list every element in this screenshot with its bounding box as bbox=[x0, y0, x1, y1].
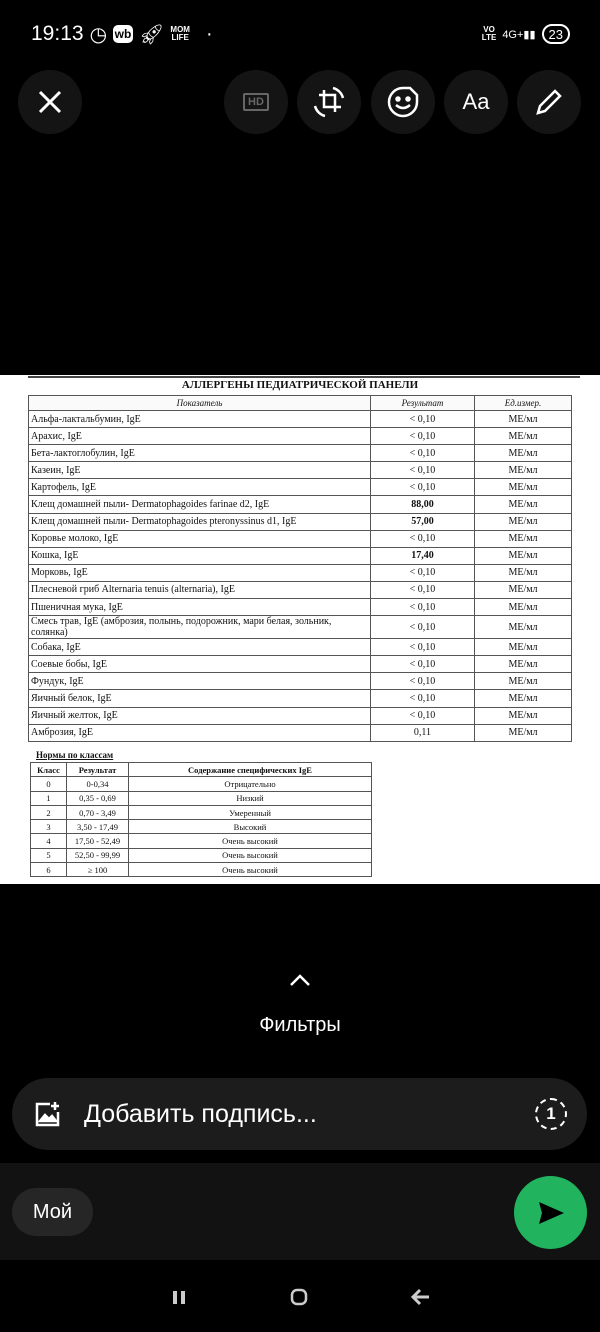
cell-name: Клещ домашней пыли- Dermatophagoides pteronyssinus d1, IgE bbox=[29, 513, 371, 530]
norms-cell: Отрицательно bbox=[129, 777, 372, 791]
column-header: Результат bbox=[371, 396, 475, 411]
table-row bbox=[29, 690, 572, 707]
recents-icon[interactable] bbox=[169, 1287, 189, 1307]
wb-app-icon: wb bbox=[114, 27, 132, 41]
table-row bbox=[29, 599, 572, 616]
sticker-button[interactable] bbox=[371, 70, 435, 134]
status-bar bbox=[31, 20, 570, 48]
cell-unit: МЕ/мл bbox=[475, 445, 572, 462]
cell-result: < 0,10 bbox=[371, 445, 475, 462]
table-row bbox=[29, 462, 572, 479]
norms-cell: Высокий bbox=[129, 820, 372, 834]
close-button[interactable] bbox=[18, 70, 82, 134]
norms-cell: 52,50 - 99,99 bbox=[67, 848, 129, 862]
cell-name: Пшеничная мука, IgE bbox=[29, 599, 371, 616]
clock: 19:13 bbox=[31, 22, 84, 45]
column-header: Содержание специфических IgE bbox=[129, 763, 372, 777]
table-row bbox=[29, 530, 572, 547]
cell-result: < 0,10 bbox=[371, 673, 475, 690]
cell-unit: МЕ/мл bbox=[475, 479, 572, 496]
navigation-bar bbox=[0, 1262, 600, 1332]
send-icon bbox=[536, 1198, 566, 1228]
cell-name: Морковь, IgE bbox=[29, 564, 371, 581]
cell-name: Клещ домашней пыли- Dermatophagoides farinae d2, IgE bbox=[29, 496, 371, 513]
cell-result: < 0,10 bbox=[371, 639, 475, 656]
rocket-icon: 🚀︎ bbox=[139, 23, 165, 46]
norms-cell: 17,50 - 52,49 bbox=[67, 834, 129, 848]
norms-row bbox=[31, 863, 372, 877]
cell-result: < 0,10 bbox=[371, 479, 475, 496]
cell-result: < 0,10 bbox=[371, 462, 475, 479]
norms-cell: 0-0,34 bbox=[67, 777, 129, 791]
cell-name: Кошка, IgE bbox=[29, 547, 371, 564]
norms-cell: 2 bbox=[31, 805, 67, 819]
cell-name: Арахис, IgE bbox=[29, 428, 371, 445]
volte-icon: VO LTE bbox=[481, 25, 497, 42]
cell-name: Амброзия, IgE bbox=[29, 724, 371, 741]
table-row bbox=[29, 724, 572, 741]
text-button[interactable] bbox=[444, 70, 508, 134]
norms-cell: 3,50 - 17,49 bbox=[67, 820, 129, 834]
cell-name: Картофель, IgE bbox=[29, 479, 371, 496]
dot-icon: · bbox=[205, 22, 213, 45]
cell-result: < 0,10 bbox=[371, 616, 475, 639]
back-icon[interactable] bbox=[409, 1287, 431, 1307]
norms-cell: 5 bbox=[31, 848, 67, 862]
hd-icon: HD bbox=[243, 93, 269, 111]
document-image bbox=[0, 375, 600, 884]
cell-result: < 0,10 bbox=[371, 411, 475, 428]
cell-unit: МЕ/мл bbox=[475, 581, 572, 598]
column-header: Ед.измер. bbox=[475, 396, 572, 411]
norms-row bbox=[31, 820, 372, 834]
column-header: Класс bbox=[31, 763, 67, 777]
cell-result: < 0,10 bbox=[371, 656, 475, 673]
table-row bbox=[29, 616, 572, 639]
cell-result: < 0,10 bbox=[371, 599, 475, 616]
cell-name: Соевые бобы, IgE bbox=[29, 656, 371, 673]
cell-result: 57,00 bbox=[371, 513, 475, 530]
cell-result: < 0,10 bbox=[371, 690, 475, 707]
draw-button[interactable] bbox=[517, 70, 581, 134]
pencil-icon bbox=[533, 86, 565, 118]
document-title: АЛЛЕРГЕНЫ ПЕДИАТРИЧЕСКОЙ ПАНЕЛИ bbox=[181, 379, 419, 391]
filters-label[interactable]: Фильтры bbox=[259, 1014, 341, 1036]
table-row bbox=[29, 673, 572, 690]
chevron-up-icon[interactable] bbox=[288, 972, 312, 993]
table-row bbox=[29, 707, 572, 724]
view-once-button[interactable] bbox=[535, 1098, 567, 1130]
table-row bbox=[29, 656, 572, 673]
cell-name: Альфа-лактальбумин, IgE bbox=[29, 411, 371, 428]
table-row bbox=[29, 428, 572, 445]
battery-indicator: 23 bbox=[542, 24, 570, 44]
cell-unit: МЕ/мл bbox=[475, 639, 572, 656]
cell-unit: МЕ/мл bbox=[475, 496, 572, 513]
norms-cell: ≥ 100 bbox=[67, 863, 129, 877]
norms-row bbox=[31, 805, 372, 819]
caption-placeholder: Добавить подпись... bbox=[84, 1099, 317, 1128]
norms-table bbox=[30, 762, 372, 877]
norms-cell: Низкий bbox=[129, 791, 372, 805]
cell-unit: МЕ/мл bbox=[475, 411, 572, 428]
norms-cell: 3 bbox=[31, 820, 67, 834]
table-row bbox=[29, 445, 572, 462]
text-icon: Aa bbox=[462, 89, 490, 114]
norms-row bbox=[31, 848, 372, 862]
alarm-clock-icon: ◷ bbox=[89, 23, 108, 46]
cell-name: Яичный белок, IgE bbox=[29, 690, 371, 707]
cell-name: Коровье молоко, IgE bbox=[29, 530, 371, 547]
cell-name: Смесь трав, IgE (амброзия, полынь, подорожник, мари белая, зольник, солянка) bbox=[29, 616, 371, 639]
norms-cell: 0 bbox=[31, 777, 67, 791]
cell-unit: МЕ/мл bbox=[475, 656, 572, 673]
view-once-icon: 1 bbox=[546, 1104, 556, 1123]
norms-row bbox=[31, 777, 372, 791]
table-row bbox=[29, 581, 572, 598]
norms-row bbox=[31, 834, 372, 848]
crop-rotate-icon bbox=[311, 84, 347, 120]
cell-unit: МЕ/мл bbox=[475, 462, 572, 479]
cell-result: 0,11 bbox=[371, 724, 475, 741]
norms-cell: 0,70 - 3,49 bbox=[67, 805, 129, 819]
cell-unit: МЕ/мл bbox=[475, 428, 572, 445]
table-row bbox=[29, 513, 572, 530]
table-row bbox=[29, 547, 572, 564]
norms-cell: 6 bbox=[31, 863, 67, 877]
table-row bbox=[29, 639, 572, 656]
cell-name: Казеин, IgE bbox=[29, 462, 371, 479]
cell-name: Собака, IgE bbox=[29, 639, 371, 656]
cell-unit: МЕ/мл bbox=[475, 707, 572, 724]
table-row bbox=[29, 479, 572, 496]
table-row bbox=[29, 496, 572, 513]
cell-unit: МЕ/мл bbox=[475, 599, 572, 616]
cell-unit: МЕ/мл bbox=[475, 564, 572, 581]
cell-result: < 0,10 bbox=[371, 564, 475, 581]
recipient-chip[interactable]: Мой bbox=[12, 1188, 93, 1236]
cell-result: 17,40 bbox=[371, 547, 475, 564]
cell-unit: МЕ/мл bbox=[475, 547, 572, 564]
signal-icon: 4G+▮▮ bbox=[502, 28, 536, 41]
cell-result: < 0,10 bbox=[371, 428, 475, 445]
norms-title: Нормы по классам bbox=[36, 750, 114, 760]
cell-result: < 0,10 bbox=[371, 530, 475, 547]
table-row bbox=[29, 411, 572, 428]
sticker-icon bbox=[386, 85, 420, 119]
norms-cell: Умеренный bbox=[129, 805, 372, 819]
norms-cell: Очень высокий bbox=[129, 834, 372, 848]
crop-rotate-button[interactable] bbox=[297, 70, 361, 134]
cell-name: Яичный желток, IgE bbox=[29, 707, 371, 724]
cell-unit: МЕ/мл bbox=[475, 690, 572, 707]
norms-cell: 0,35 - 0,69 bbox=[67, 791, 129, 805]
cell-name: Фундук, IgE bbox=[29, 673, 371, 690]
cell-unit: МЕ/мл bbox=[475, 673, 572, 690]
norms-row bbox=[31, 791, 372, 805]
caption-input[interactable] bbox=[12, 1078, 587, 1150]
allergen-table bbox=[28, 395, 572, 742]
column-header: Результат bbox=[67, 763, 129, 777]
norms-cell: Очень высокий bbox=[129, 848, 372, 862]
cell-name: Плесневой гриб Alternaria tenuis (alternaria), IgE bbox=[29, 581, 371, 598]
home-icon[interactable] bbox=[289, 1287, 309, 1307]
close-icon bbox=[37, 89, 63, 115]
cell-result: < 0,10 bbox=[371, 707, 475, 724]
column-header: Показатель bbox=[29, 396, 371, 411]
table-row bbox=[29, 564, 572, 581]
cell-result: 88,00 bbox=[371, 496, 475, 513]
cell-name: Бета-лактоглобулин, IgE bbox=[29, 445, 371, 462]
norms-cell: 4 bbox=[31, 834, 67, 848]
norms-cell: Очень высокий bbox=[129, 863, 372, 877]
cell-unit: МЕ/мл bbox=[475, 530, 572, 547]
norms-cell: 1 bbox=[31, 791, 67, 805]
momlife-icon: MOM LIFE bbox=[170, 25, 190, 42]
cell-unit: МЕ/мл bbox=[475, 616, 572, 639]
cell-result: < 0,10 bbox=[371, 581, 475, 598]
divider bbox=[28, 376, 580, 378]
cell-unit: МЕ/мл bbox=[475, 513, 572, 530]
cell-unit: МЕ/мл bbox=[475, 724, 572, 741]
send-button[interactable] bbox=[514, 1176, 587, 1249]
add-image-icon bbox=[32, 1099, 62, 1129]
hd-button[interactable] bbox=[224, 70, 288, 134]
